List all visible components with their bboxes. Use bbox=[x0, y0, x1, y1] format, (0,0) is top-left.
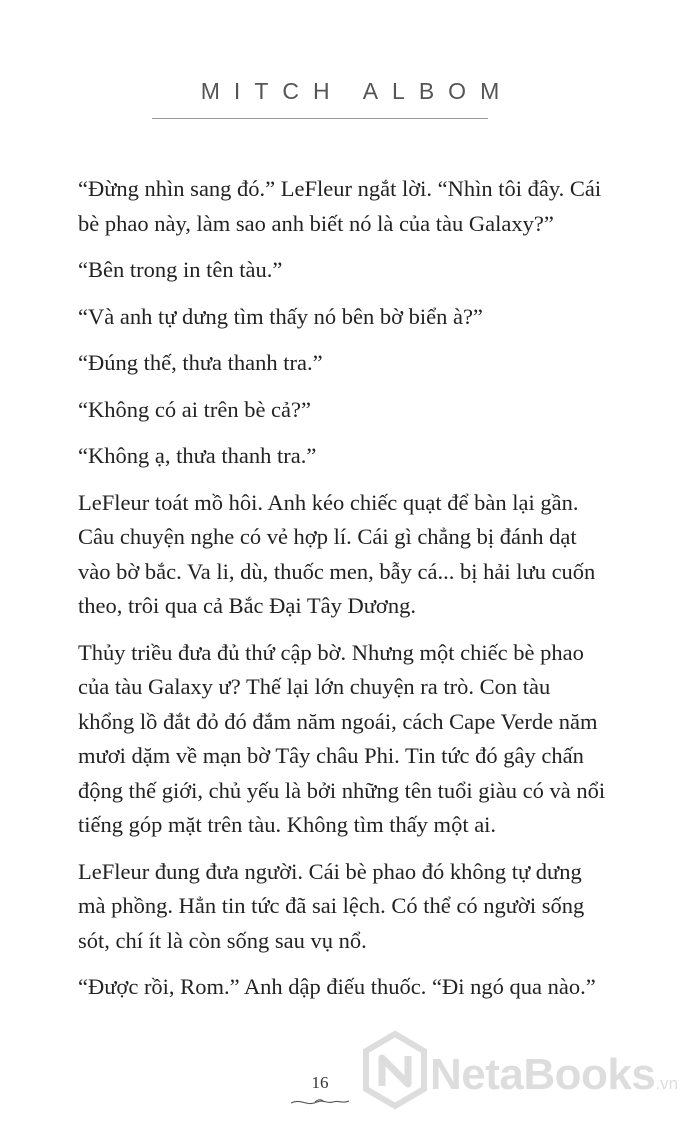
paragraph: “Đúng thế, thưa thanh tra.” bbox=[78, 350, 323, 375]
paragraph: “Đừng nhìn sang đó.” LeFleur ngắt lời. “Nhìn tôi đây. Cái bè phao này, làm sao anh biết nó là của tàu Galaxy?” bbox=[78, 176, 602, 236]
paragraph: LeFleur đung đưa người. Cái bè phao đó không tự dưng mà phồng. Hẳn tin tức đã sai lệch. Có thể có người sống sót, chí ít là còn sống sau vụ nổ. bbox=[78, 858, 585, 953]
watermark-brand-name: NetaBooks bbox=[430, 1050, 656, 1099]
watermark-brand-suffix: .vn bbox=[655, 1074, 679, 1093]
page-number: 16 bbox=[311, 1073, 329, 1092]
flourish-ornament-icon bbox=[289, 1096, 351, 1108]
paragraph: “Được rồi, Rom.” Anh dập điếu thuốc. “Đi ngó qua nào.” bbox=[78, 974, 596, 999]
paragraph: “Không có ai trên bè cả?” bbox=[78, 396, 311, 422]
watermark-brand bbox=[430, 1050, 678, 1100]
paragraph: “Và anh tự dưng tìm thấy nó bên bờ biển à?” bbox=[78, 303, 483, 329]
author-name: MITCH ALBOM bbox=[200, 78, 514, 104]
page-body bbox=[78, 172, 610, 1017]
header-divider bbox=[152, 118, 488, 119]
paragraph: “Bên trong in tên tàu.” bbox=[78, 257, 283, 282]
netabooks-logo-icon bbox=[362, 1030, 428, 1110]
paragraph: “Không ạ, thưa thanh tra.” bbox=[78, 443, 317, 468]
paragraph: Thủy triều đưa đủ thứ cập bờ. Nhưng một chiếc bè phao của tàu Galaxy ư? Thế lại lớn chuyện ra trò. Con tàu khổng lồ đắt đỏ đó đắm năm ngoái, cách Cape Verde năm mươi dặm về mạn bờ Tây châu Phi. Tin tức đó gây chấn động thế giới, chủ yếu là bởi những tên tuổi giàu có và nổi tiếng góp mặt trên tàu. Không tìm thấy một ai. bbox=[78, 639, 606, 837]
running-header bbox=[0, 78, 700, 105]
paragraph: LeFleur toát mồ hôi. Anh kéo chiếc quạt để bàn lại gần. Câu chuyện nghe có vẻ hợp lí. Cái gì chẳng bị đánh dạt vào bờ bắc. Va li, dù, thuốc men, bẫy cá... bị hải lưu cuốn theo, trôi qua cả Bắc Đại Tây Dương. bbox=[78, 489, 596, 618]
watermark bbox=[362, 1030, 698, 1110]
